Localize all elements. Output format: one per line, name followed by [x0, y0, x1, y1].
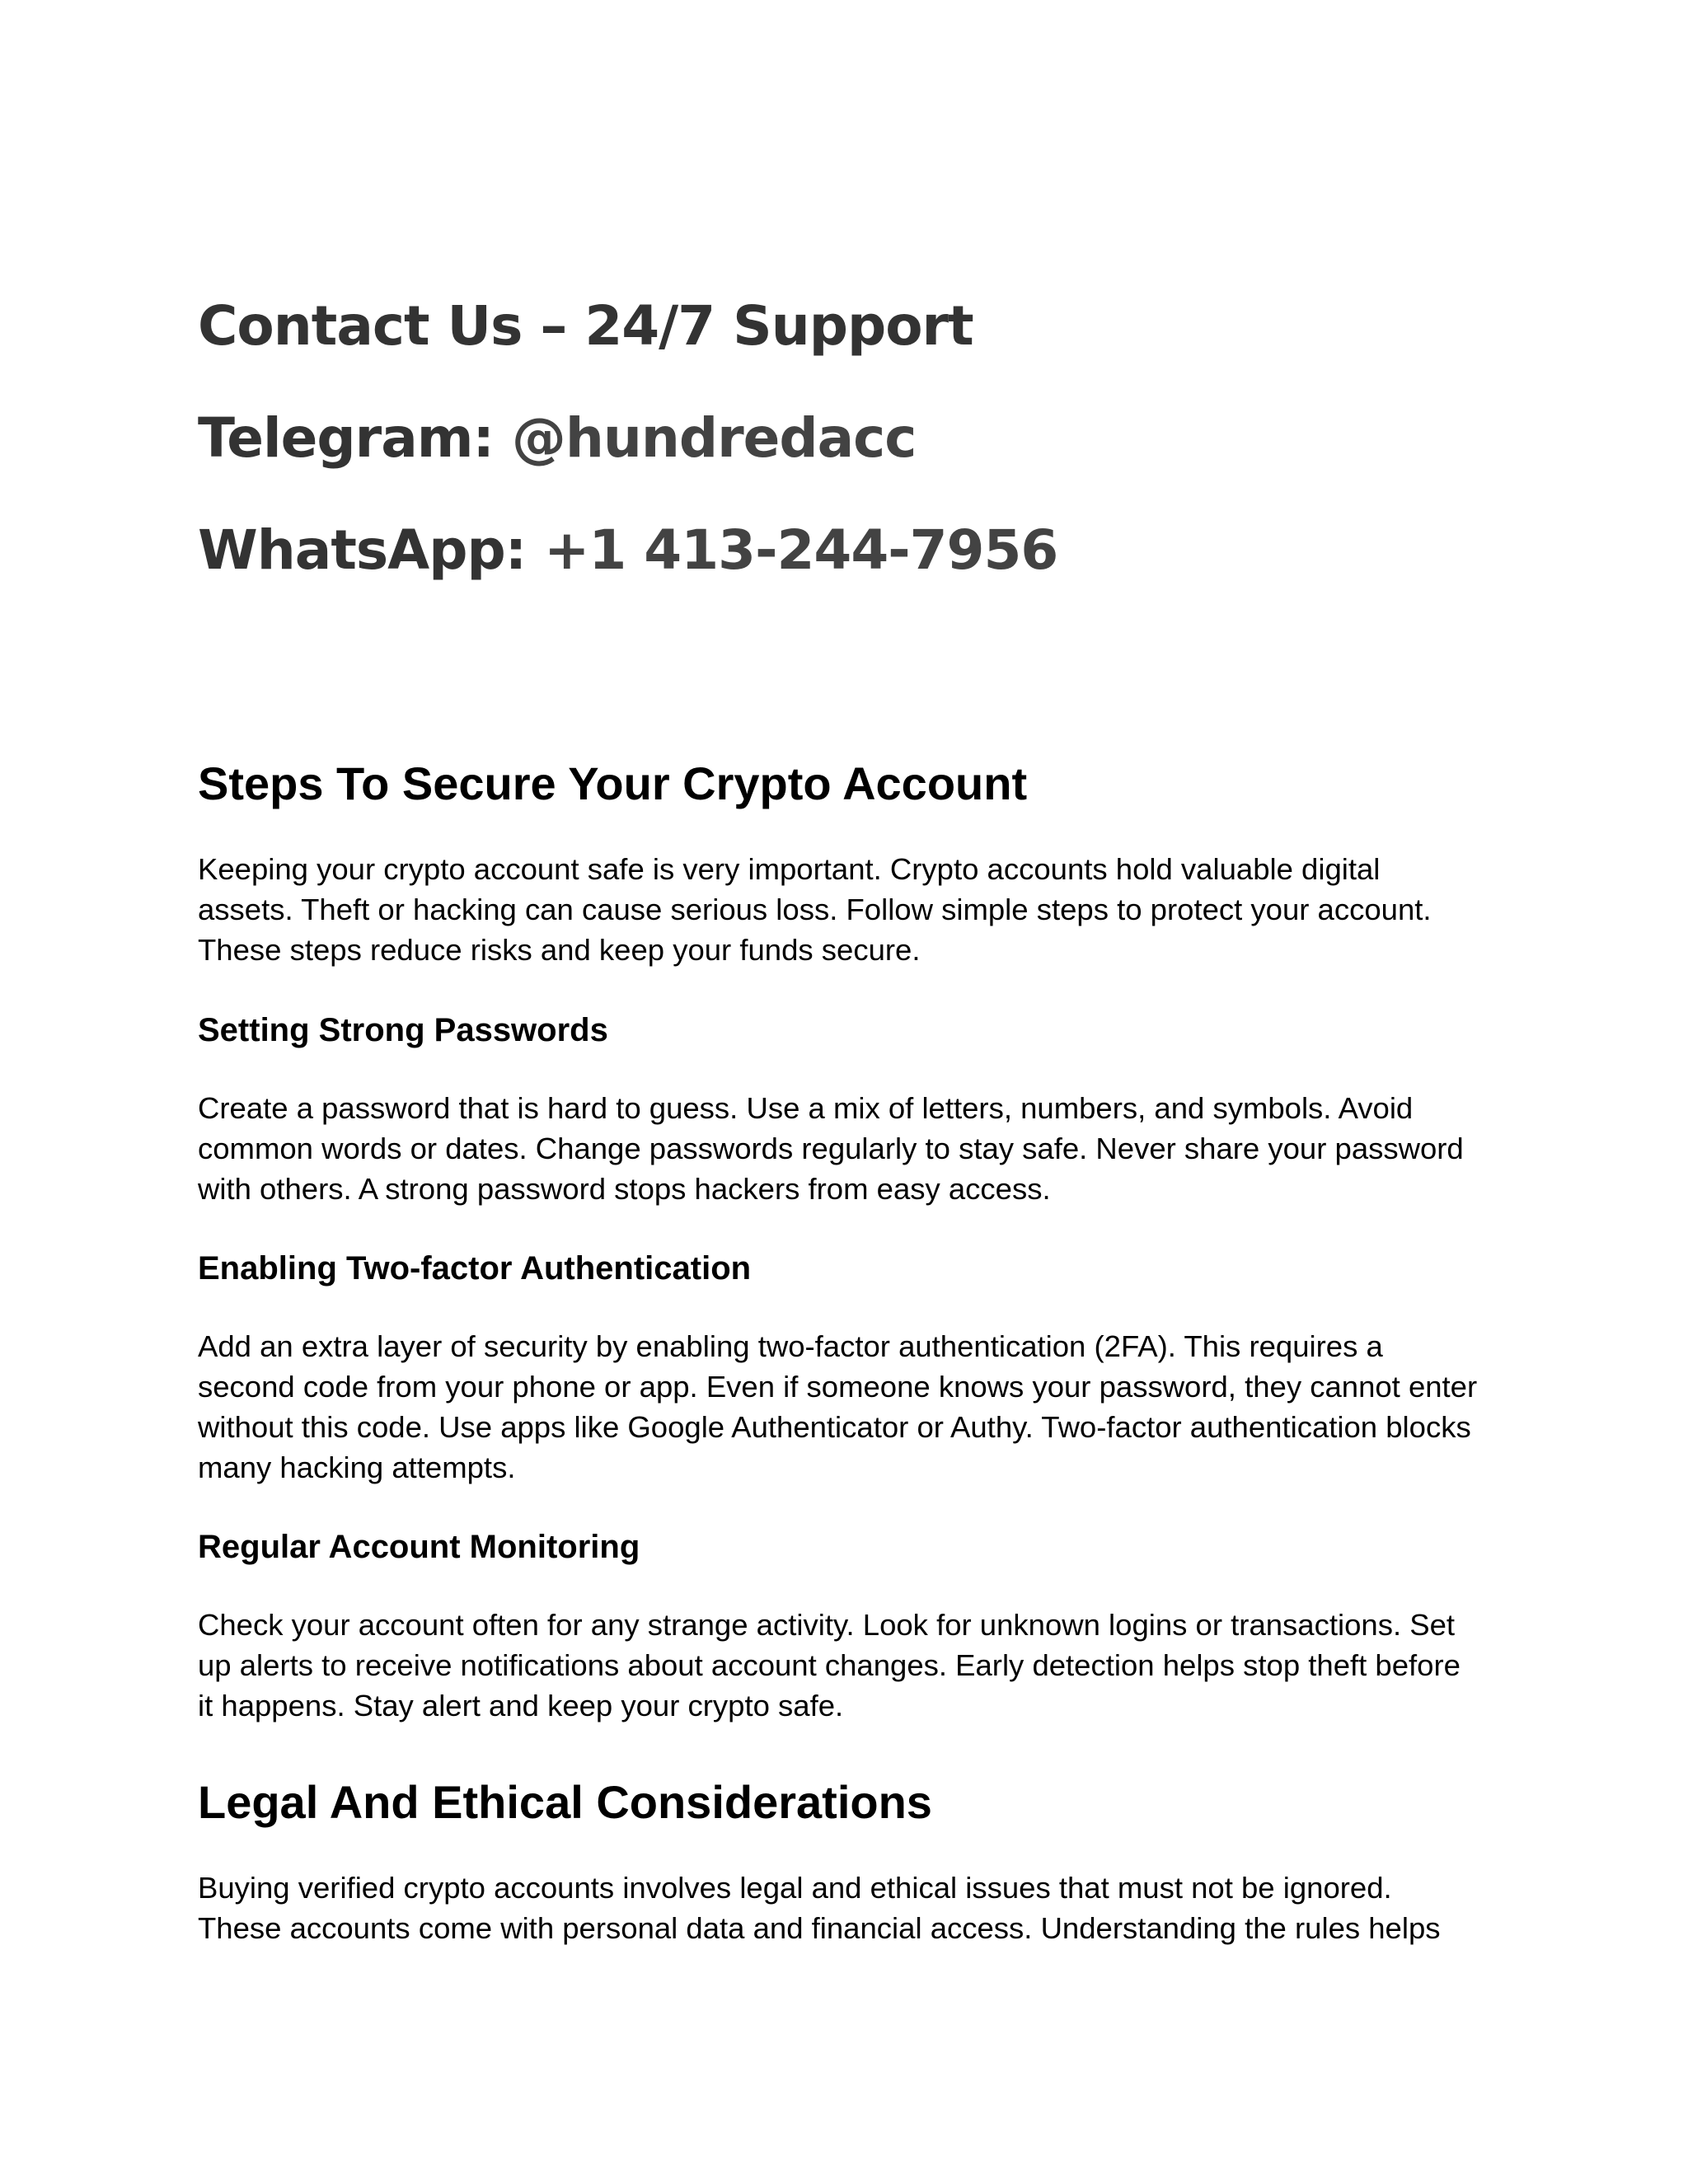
steps-intro-paragraph — [198, 849, 1500, 970]
steps-heading: Steps To Secure Your Crypto Account — [198, 757, 1028, 809]
paragraph-line: Keeping your crypto account safe is very important. Crypto accounts hold valuable digital — [198, 852, 1381, 886]
paragraph-line: These steps reduce risks and keep your funds secure. — [198, 933, 921, 967]
legal-paragraph — [198, 1868, 1500, 1948]
paragraph-line: Buying verified crypto accounts involves legal and ethical issues that must not be ignored. — [198, 1871, 1392, 1905]
whatsapp-number: +1 413-244-7956 — [544, 518, 1058, 582]
legal-heading: Legal And Ethical Considerations — [198, 1776, 932, 1828]
two-factor-paragraph — [198, 1326, 1500, 1488]
paragraph-line: assets. Theft or hacking can cause serious loss. Follow simple steps to protect your account. — [198, 893, 1432, 926]
telegram-label: Telegram: — [198, 406, 494, 470]
two-factor-heading: Enabling Two-factor Authentication — [198, 1250, 752, 1286]
paragraph-line: it happens. Stay alert and keep your crypto safe. — [198, 1689, 844, 1722]
monitoring-heading: Regular Account Monitoring — [198, 1529, 640, 1565]
telegram-line — [198, 405, 916, 471]
passwords-paragraph — [198, 1088, 1500, 1209]
paragraph-line: Check your account often for any strange activity. Look for unknown logins or transactions. Set — [198, 1608, 1456, 1642]
paragraph-line: Add an extra layer of security by enabling two-factor authentication (2FA). This requires a — [198, 1329, 1383, 1363]
paragraph-line: Create a password that is hard to guess. Use a mix of letters, numbers, and symbols. Avoid — [198, 1091, 1414, 1125]
paragraph-line: second code from your phone or app. Even if someone knows your password, they cannot enter — [198, 1370, 1478, 1404]
whatsapp-label: WhatsApp: — [198, 518, 527, 582]
paragraph-line: many hacking attempts. — [198, 1451, 516, 1484]
whatsapp-line — [198, 518, 1057, 583]
paragraph-line: These accounts come with personal data and financial access. Understanding the rules helps — [198, 1911, 1441, 1945]
passwords-heading: Setting Strong Passwords — [198, 1012, 608, 1048]
paragraph-line: with others. A strong password stops hackers from easy access. — [198, 1172, 1051, 1206]
paragraph-line: without this code. Use apps like Google Authenticator or Authy. Two-factor authentication blocks — [198, 1410, 1471, 1444]
contact-title: Contact Us – 24/7 Support — [198, 294, 973, 358]
telegram-handle: @hundredacc — [511, 406, 917, 470]
monitoring-paragraph — [198, 1605, 1500, 1726]
paragraph-line: up alerts to receive notifications about account changes. Early detection helps stop theft before — [198, 1648, 1461, 1682]
paragraph-line: common words or dates. Change passwords regularly to stay safe. Never share your password — [198, 1132, 1464, 1165]
